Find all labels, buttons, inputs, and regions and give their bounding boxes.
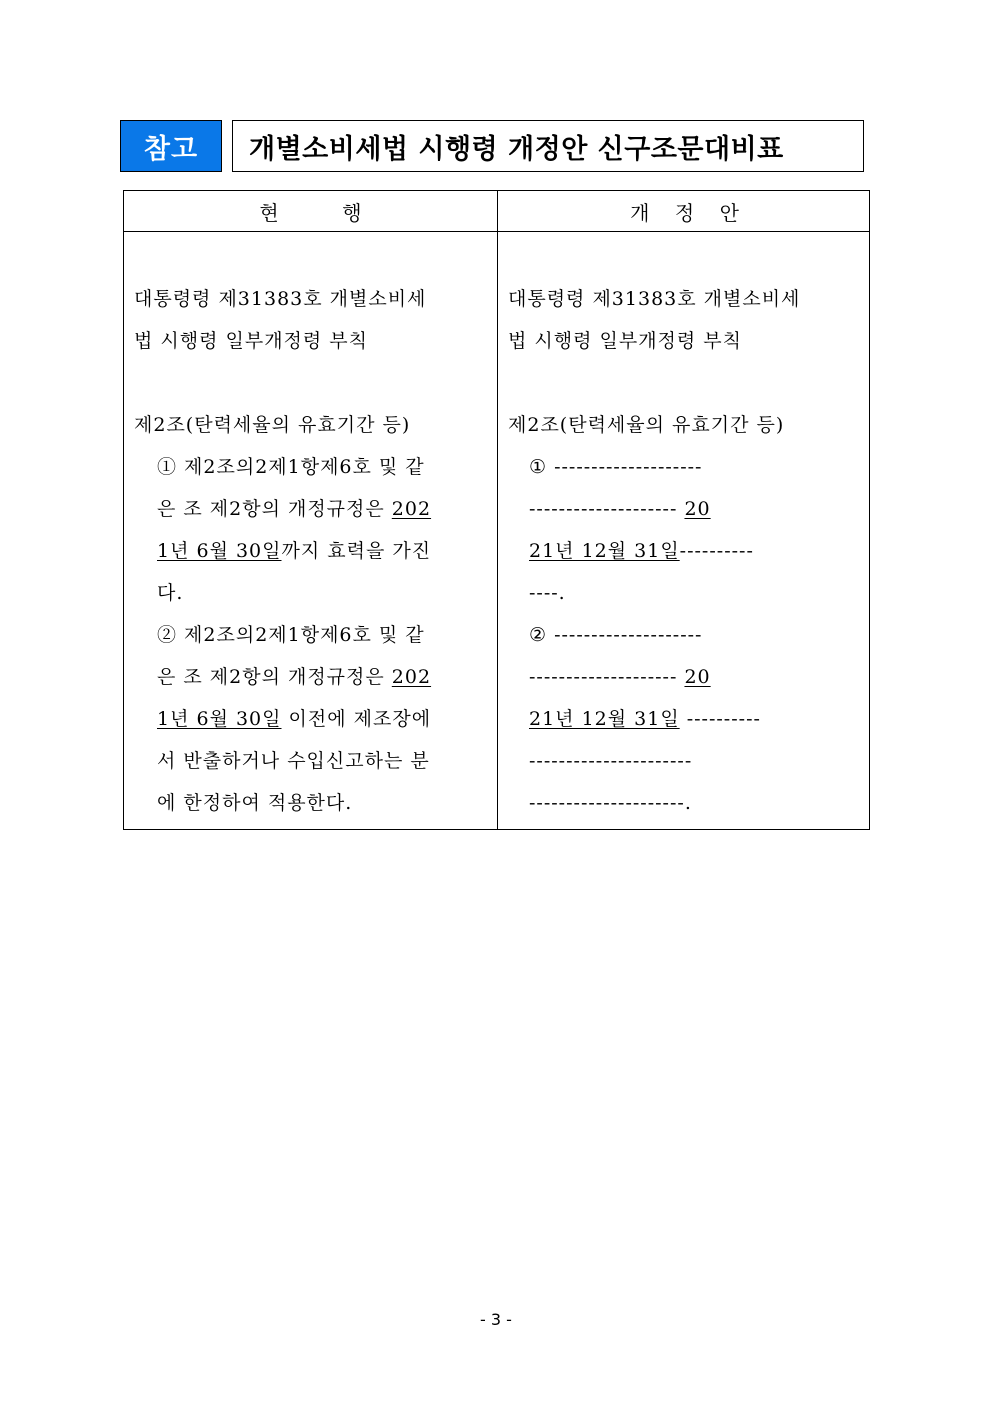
proposed-p2-line5: ---------------------. [529, 792, 692, 814]
header-proposed: 개 정 안 [630, 201, 739, 225]
current-p2-line3-text: 이전에 제조장에 [281, 708, 432, 730]
proposed-p2-line3-dashes: ---------- [679, 708, 761, 730]
proposed-heading-line2: 법 시행령 일부개정령 부칙 [508, 330, 743, 352]
proposed-p2-line4: ---------------------- [529, 750, 693, 772]
proposed-heading-line1: 대통령령 제31383호 개별소비세 [508, 288, 801, 310]
proposed-p2-line2 [529, 656, 711, 698]
current-p1-line2 [157, 488, 431, 530]
proposed-p2-date-part2: 21년 12월 31일 [529, 708, 680, 730]
current-p2-line2 [157, 656, 431, 698]
proposed-p2-date-part1: 20 [684, 666, 711, 688]
current-p1-line3-text: 까지 효력을 가진 [281, 540, 432, 562]
current-p2-line3 [157, 698, 431, 740]
current-p2-line1: ② 제2조의2제1항제6호 및 같 [157, 624, 425, 646]
current-heading-line2: 법 시행령 일부개정령 부칙 [134, 330, 369, 352]
proposed-p2-line2-dashes: -------------------- [529, 666, 685, 688]
current-p1-line4: 다. [157, 582, 184, 604]
comparison-table [123, 190, 870, 830]
page-number: - 3 - [480, 1310, 512, 1329]
current-p2-date-part1: 202 [391, 666, 432, 688]
current-p1-line2-text: 은 조 제2항의 개정규정은 [157, 498, 392, 520]
proposed-p1-date-part1: 20 [684, 498, 711, 520]
current-p2-line2-text: 은 조 제2항의 개정규정은 [157, 666, 392, 688]
current-p2-date-part2: 1년 6월 30일 [157, 708, 282, 730]
column-divider [497, 191, 498, 829]
table-header-row [124, 191, 869, 232]
proposed-p1-line2-dashes: -------------------- [529, 498, 685, 520]
current-article-title: 제2조(탄력세율의 유효기간 등) [134, 414, 411, 436]
proposed-p1-line2 [529, 488, 711, 530]
current-p1-date-part1: 202 [391, 498, 432, 520]
proposed-p1-date-part2: 21년 12월 31일 [529, 540, 680, 562]
proposed-p2-line3 [529, 698, 761, 740]
reference-badge: 참고 [120, 120, 222, 172]
current-p2-line4: 서 반출하거나 수입신고하는 분 [157, 750, 430, 772]
proposed-p2-line1: ② -------------------- [529, 624, 703, 646]
proposed-article-title: 제2조(탄력세율의 유효기간 등) [508, 414, 785, 436]
document-title: 개별소비세법 시행령 개정안 신구조문대비표 [232, 120, 864, 172]
proposed-p1-line4: ----. [529, 582, 566, 604]
current-heading-line1: 대통령령 제31383호 개별소비세 [134, 288, 427, 310]
current-p1-line3 [157, 530, 431, 572]
current-p1-date-part2: 1년 6월 30일 [157, 540, 282, 562]
proposed-p1-line1: ① -------------------- [529, 456, 703, 478]
current-p1-line1: ① 제2조의2제1항제6호 및 같 [157, 456, 425, 478]
current-p2-line5: 에 한정하여 적용한다. [157, 792, 353, 814]
header-current: 현 행 [259, 201, 362, 225]
proposed-p1-line3-dashes: ---------- [679, 540, 754, 562]
proposed-p1-line3 [529, 530, 754, 572]
